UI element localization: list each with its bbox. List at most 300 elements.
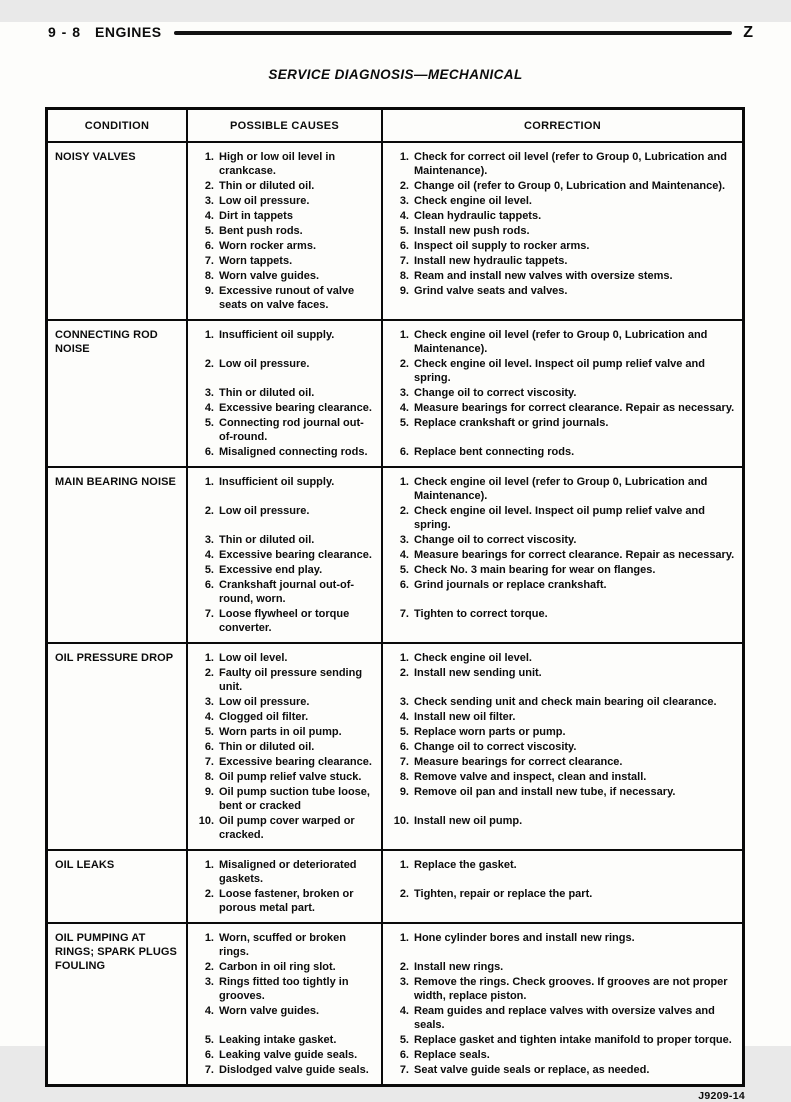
correction-item (383, 548, 742, 563)
item-number: 4. (399, 711, 409, 723)
page-header (48, 22, 753, 42)
condition-cell: OIL LEAKS (48, 851, 188, 922)
cause-text: Worn valve guides. (219, 270, 320, 282)
cause-item (188, 607, 383, 642)
correction-item (383, 239, 742, 254)
correction-text: Install new oil pump. (414, 815, 523, 827)
correction-item (383, 755, 742, 770)
correction-item (383, 666, 742, 695)
correction-item (383, 1063, 742, 1084)
correction-text: Measure bearings for correct clearance. (414, 756, 623, 768)
item-number: 7. (204, 608, 214, 620)
cause-correction-pair (188, 401, 742, 416)
cause-text: Worn valve guides. (219, 1005, 320, 1017)
cause-item (188, 960, 383, 975)
correction-text: Replace gasket and tighten intake manifold to proper torque. (414, 1034, 732, 1046)
cause-text: Loose fastener, broken or porous metal part. (219, 888, 354, 914)
cause-text: Low oil pressure. (219, 195, 310, 207)
correction-item (383, 1048, 742, 1063)
table-row (48, 849, 742, 922)
cause-item (188, 209, 383, 224)
item-number: 2. (399, 961, 409, 973)
item-number: 2. (204, 888, 214, 900)
item-number: 9. (204, 285, 214, 297)
correction-text: Check sending unit and check main bearing oil clearance. (414, 696, 717, 708)
cause-item (188, 548, 383, 563)
item-number: 3. (399, 387, 409, 399)
cause-text: Worn, scuffed or broken rings. (219, 932, 346, 958)
item-number: 4. (204, 402, 214, 414)
condition-cell: OIL PUMPING AT RINGS; SPARK PLUGS FOULING (48, 924, 188, 1084)
item-number: 2. (399, 180, 409, 192)
item-number: 7. (204, 756, 214, 768)
item-number: 1. (399, 859, 409, 871)
cause-text: Oil pump relief valve stuck. (219, 771, 362, 783)
correction-item (383, 814, 742, 849)
item-number: 6. (399, 579, 409, 591)
cause-correction-pair (188, 607, 742, 642)
cause-item (188, 357, 383, 386)
item-number: 3. (204, 696, 214, 708)
item-number: 4. (204, 711, 214, 723)
cause-item (188, 924, 383, 960)
col-header-correction: CORRECTION (524, 120, 601, 132)
cause-item (188, 770, 383, 785)
cause-item (188, 1048, 383, 1063)
item-number: 5. (399, 564, 409, 576)
row-items (188, 644, 742, 849)
cause-correction-pair (188, 194, 742, 209)
section-title: ENGINES (95, 24, 162, 40)
cause-correction-pair (188, 563, 742, 578)
cause-correction-pair (188, 1033, 742, 1048)
cause-item (188, 755, 383, 770)
correction-item (383, 504, 742, 533)
correction-item (383, 179, 742, 194)
correction-item (383, 269, 742, 284)
cause-correction-pair (188, 644, 742, 666)
item-number: 7. (399, 756, 409, 768)
cause-text: Worn tappets. (219, 255, 293, 267)
cause-item (188, 504, 383, 533)
correction-text: Seat valve guide seals or replace, as needed. (414, 1064, 650, 1076)
header-rule (174, 31, 733, 35)
item-number: 3. (399, 696, 409, 708)
table-row (48, 143, 742, 319)
cause-text: Low oil pressure. (219, 505, 310, 517)
correction-item (383, 284, 742, 319)
correction-text: Replace seals. (414, 1049, 490, 1061)
correction-item (383, 644, 742, 666)
correction-text: Replace bent connecting rods. (414, 446, 575, 458)
item-number: 7. (399, 255, 409, 267)
cause-correction-pair (188, 416, 742, 445)
cause-text: Misaligned or deteriorated gaskets. (219, 859, 357, 885)
correction-item (383, 695, 742, 710)
cause-correction-pair (188, 224, 742, 239)
correction-text: Check engine oil level. Inspect oil pump relief valve and spring. (414, 505, 705, 531)
item-number: 4. (399, 549, 409, 561)
correction-item (383, 321, 742, 357)
row-items (188, 851, 742, 922)
cause-correction-pair (188, 814, 742, 849)
item-number: 9. (399, 786, 409, 798)
cause-correction-pair (188, 321, 742, 357)
cause-item (188, 563, 383, 578)
diagnosis-table (45, 107, 745, 1087)
item-number: 4. (399, 1005, 409, 1017)
correction-text: Inspect oil supply to rocker arms. (414, 240, 590, 252)
item-number: 8. (399, 270, 409, 282)
cause-correction-pair (188, 179, 742, 194)
correction-text: Measure bearings for correct clearance. Repair as necessary. (414, 549, 735, 561)
cause-item (188, 179, 383, 194)
correction-text: Ream and install new valves with oversize stems. (414, 270, 673, 282)
correction-item (383, 254, 742, 269)
item-number: 1. (204, 329, 214, 341)
item-number: 4. (204, 210, 214, 222)
item-number: 7. (399, 608, 409, 620)
cause-text: Low oil pressure. (219, 358, 310, 370)
item-number: 6. (204, 1049, 214, 1061)
item-number: 10. (393, 815, 409, 827)
item-number: 6. (204, 240, 214, 252)
correction-item (383, 533, 742, 548)
correction-text: Remove valve and inspect, clean and install. (414, 771, 647, 783)
cause-text: High or low oil level in crankcase. (219, 151, 336, 177)
correction-text: Check engine oil level. (414, 195, 532, 207)
correction-text: Change oil (refer to Group 0, Lubrication and Maintenance). (414, 180, 726, 192)
cause-text: Bent push rods. (219, 225, 303, 237)
correction-text: Clean hydraulic tappets. (414, 210, 542, 222)
item-number: 5. (399, 1034, 409, 1046)
item-number: 3. (204, 976, 214, 988)
corner-letter: Z (743, 24, 753, 41)
table-row (48, 466, 742, 642)
cause-item (188, 321, 383, 357)
item-number: 4. (204, 1005, 214, 1017)
cause-text: Leaking valve guide seals. (219, 1049, 358, 1061)
cause-item (188, 710, 383, 725)
cause-text: Rings fitted too tightly in grooves. (219, 976, 349, 1002)
correction-text: Check engine oil level (refer to Group 0, Lubrication and Maintenance). (414, 329, 708, 355)
cause-item (188, 254, 383, 269)
item-number: 6. (399, 1049, 409, 1061)
correction-item (383, 770, 742, 785)
correction-item (383, 924, 742, 960)
cause-item (188, 851, 383, 887)
cause-text: Faulty oil pressure sending unit. (219, 667, 363, 693)
item-number: 3. (399, 195, 409, 207)
cause-text: Low oil level. (219, 652, 288, 664)
cause-correction-pair (188, 548, 742, 563)
cause-item (188, 644, 383, 666)
cause-correction-pair (188, 740, 742, 755)
item-number: 6. (204, 446, 214, 458)
correction-text: Install new push rods. (414, 225, 530, 237)
correction-item (383, 975, 742, 1004)
cause-text: Excessive runout of valve seats on valve faces. (219, 285, 355, 311)
item-number: 8. (204, 771, 214, 783)
correction-item (383, 563, 742, 578)
correction-text: Install new hydraulic tappets. (414, 255, 568, 267)
cause-text: Excessive end play. (219, 564, 323, 576)
cause-text: Excessive bearing clearance. (219, 549, 372, 561)
cause-item (188, 401, 383, 416)
correction-item (383, 209, 742, 224)
correction-text: Change oil to correct viscosity. (414, 534, 577, 546)
correction-item (383, 578, 742, 607)
correction-item (383, 710, 742, 725)
item-number: 3. (204, 195, 214, 207)
cause-correction-pair (188, 924, 742, 960)
item-number: 5. (204, 1034, 214, 1046)
item-number: 6. (204, 579, 214, 591)
item-number: 2. (204, 667, 214, 679)
cause-item (188, 725, 383, 740)
item-number: 2. (399, 505, 409, 517)
cause-correction-pair (188, 504, 742, 533)
cause-text: Excessive bearing clearance. (219, 756, 372, 768)
cause-correction-pair (188, 887, 742, 922)
correction-text: Tighten, repair or replace the part. (414, 888, 593, 900)
cause-correction-pair (188, 254, 742, 269)
figure-code: J9209-14 (698, 1090, 745, 1102)
cause-text: Dislodged valve guide seals. (219, 1064, 369, 1076)
correction-text: Grind valve seats and valves. (414, 285, 568, 297)
correction-item (383, 468, 742, 504)
cause-correction-pair (188, 239, 742, 254)
cause-text: Thin or diluted oil. (219, 534, 315, 546)
cause-text: Loose flywheel or torque converter. (219, 608, 350, 634)
cause-correction-pair (188, 269, 742, 284)
cause-correction-pair (188, 710, 742, 725)
correction-text: Replace crankshaft or grind journals. (414, 417, 609, 429)
correction-item (383, 401, 742, 416)
correction-text: Grind journals or replace crankshaft. (414, 579, 607, 591)
page-number: 9 - 8 (48, 24, 82, 40)
item-number: 5. (204, 726, 214, 738)
cause-item (188, 1033, 383, 1048)
correction-item (383, 607, 742, 642)
correction-text: Install new oil filter. (414, 711, 516, 723)
correction-item (383, 224, 742, 239)
cause-item (188, 666, 383, 695)
cause-item (188, 445, 383, 466)
correction-text: Check for correct oil level (refer to Group 0, Lubrication and Maintenance). (414, 151, 727, 177)
cause-item (188, 284, 383, 319)
correction-text: Replace the gasket. (414, 859, 517, 871)
cause-correction-pair (188, 1004, 742, 1033)
table-body (48, 143, 742, 1084)
cause-item (188, 578, 383, 607)
item-number: 2. (399, 888, 409, 900)
cause-item (188, 143, 383, 179)
item-number: 4. (399, 210, 409, 222)
cause-item (188, 533, 383, 548)
cause-text: Insufficient oil supply. (219, 476, 335, 488)
item-number: 10. (198, 815, 214, 827)
cause-text: Leaking intake gasket. (219, 1034, 337, 1046)
item-number: 4. (399, 402, 409, 414)
correction-text: Install new sending unit. (414, 667, 542, 679)
correction-text: Check engine oil level (refer to Group 0, Lubrication and Maintenance). (414, 476, 708, 502)
item-number: 7. (399, 1064, 409, 1076)
row-items (188, 321, 742, 466)
item-number: 6. (399, 240, 409, 252)
col-header-condition: CONDITION (48, 110, 188, 141)
correction-text: Check engine oil level. Inspect oil pump relief valve and spring. (414, 358, 705, 384)
cause-correction-pair (188, 851, 742, 887)
correction-item (383, 357, 742, 386)
cause-text: Misaligned connecting rods. (219, 446, 368, 458)
cause-text: Insufficient oil supply. (219, 329, 335, 341)
condition-cell: MAIN BEARING NOISE (48, 468, 188, 642)
correction-text: Replace worn parts or pump. (414, 726, 566, 738)
cause-correction-pair (188, 975, 742, 1004)
item-number: 1. (399, 476, 409, 488)
item-number: 2. (204, 358, 214, 370)
cause-text: Excessive bearing clearance. (219, 402, 372, 414)
cause-item (188, 386, 383, 401)
correction-text: Remove oil pan and install new tube, if necessary. (414, 786, 676, 798)
row-items (188, 143, 742, 319)
item-number: 3. (204, 387, 214, 399)
item-number: 5. (204, 564, 214, 576)
cause-item (188, 814, 383, 849)
correction-text: Tighten to correct torque. (414, 608, 548, 620)
item-number: 1. (204, 652, 214, 664)
correction-item (383, 960, 742, 975)
correction-item (383, 887, 742, 922)
cause-correction-pair (188, 209, 742, 224)
item-number: 6. (399, 741, 409, 753)
cause-item (188, 975, 383, 1004)
cause-item (188, 1063, 383, 1084)
item-number: 3. (204, 534, 214, 546)
table-row (48, 642, 742, 849)
cause-correction-pair (188, 284, 742, 319)
item-number: 5. (204, 417, 214, 429)
correction-item (383, 740, 742, 755)
cause-correction-pair (188, 666, 742, 695)
correction-item (383, 386, 742, 401)
cause-text: Worn rocker arms. (219, 240, 317, 252)
correction-text: Measure bearings for correct clearance. Repair as necessary. (414, 402, 735, 414)
correction-text: Check engine oil level. (414, 652, 532, 664)
correction-text: Hone cylinder bores and install new rings. (414, 932, 635, 944)
condition-cell: CONNECTING ROD NOISE (48, 321, 188, 466)
item-number: 1. (204, 859, 214, 871)
row-items (188, 924, 742, 1084)
cause-text: Oil pump cover warped or cracked. (219, 815, 355, 841)
item-number: 5. (399, 417, 409, 429)
correction-text: Change oil to correct viscosity. (414, 741, 577, 753)
correction-item (383, 785, 742, 814)
item-number: 1. (399, 652, 409, 664)
item-number: 6. (204, 741, 214, 753)
correction-item (383, 143, 742, 179)
cause-item (188, 740, 383, 755)
item-number: 5. (399, 225, 409, 237)
correction-text: Remove the rings. Check grooves. If grooves are not proper width, replace piston. (414, 976, 728, 1002)
cause-item (188, 224, 383, 239)
cause-text: Worn parts in oil pump. (219, 726, 342, 738)
cause-text: Thin or diluted oil. (219, 387, 315, 399)
cause-correction-pair (188, 357, 742, 386)
item-number: 6. (399, 446, 409, 458)
correction-text: Ream guides and replace valves with oversize valves and seals. (414, 1005, 715, 1031)
cause-correction-pair (188, 386, 742, 401)
item-number: 1. (204, 476, 214, 488)
cause-correction-pair (188, 578, 742, 607)
correction-item (383, 1033, 742, 1048)
page-title: SERVICE DIAGNOSIS—MECHANICAL (268, 67, 523, 82)
cause-correction-pair (188, 445, 742, 466)
correction-item (383, 725, 742, 740)
cause-correction-pair (188, 785, 742, 814)
correction-text: Change oil to correct viscosity. (414, 387, 577, 399)
cause-text: Thin or diluted oil. (219, 741, 315, 753)
cause-correction-pair (188, 468, 742, 504)
table-row (48, 922, 742, 1084)
cause-item (188, 468, 383, 504)
table-row (48, 319, 742, 466)
condition-cell: OIL PRESSURE DROP (48, 644, 188, 849)
cause-item (188, 194, 383, 209)
cause-text: Dirt in tappets (219, 210, 293, 222)
item-number: 2. (204, 961, 214, 973)
item-number: 2. (399, 667, 409, 679)
correction-item (383, 1004, 742, 1033)
cause-item (188, 695, 383, 710)
cause-correction-pair (188, 1063, 742, 1084)
item-number: 3. (399, 976, 409, 988)
cause-item (188, 239, 383, 254)
cause-correction-pair (188, 695, 742, 710)
table-header-row (48, 110, 742, 143)
item-number: 2. (399, 358, 409, 370)
cause-correction-pair (188, 770, 742, 785)
item-number: 1. (399, 329, 409, 341)
item-number: 7. (204, 1064, 214, 1076)
cause-text: Thin or diluted oil. (219, 180, 315, 192)
item-number: 1. (399, 151, 409, 163)
cause-correction-pair (188, 143, 742, 179)
cause-text: Low oil pressure. (219, 696, 310, 708)
item-number: 9. (399, 285, 409, 297)
item-number: 8. (399, 771, 409, 783)
cause-item (188, 416, 383, 445)
item-number: 5. (204, 225, 214, 237)
row-items (188, 468, 742, 642)
item-number: 1. (204, 932, 214, 944)
item-number: 2. (204, 505, 214, 517)
correction-item (383, 445, 742, 466)
cause-correction-pair (188, 1048, 742, 1063)
correction-item (383, 851, 742, 887)
cause-item (188, 269, 383, 284)
item-number: 2. (204, 180, 214, 192)
cause-correction-pair (188, 960, 742, 975)
correction-item (383, 416, 742, 445)
correction-text: Install new rings. (414, 961, 504, 973)
condition-cell: NOISY VALVES (48, 143, 188, 319)
cause-text: Clogged oil filter. (219, 711, 309, 723)
cause-correction-pair (188, 533, 742, 548)
item-number: 9. (204, 786, 214, 798)
cause-text: Connecting rod journal out-of-round. (219, 417, 364, 443)
